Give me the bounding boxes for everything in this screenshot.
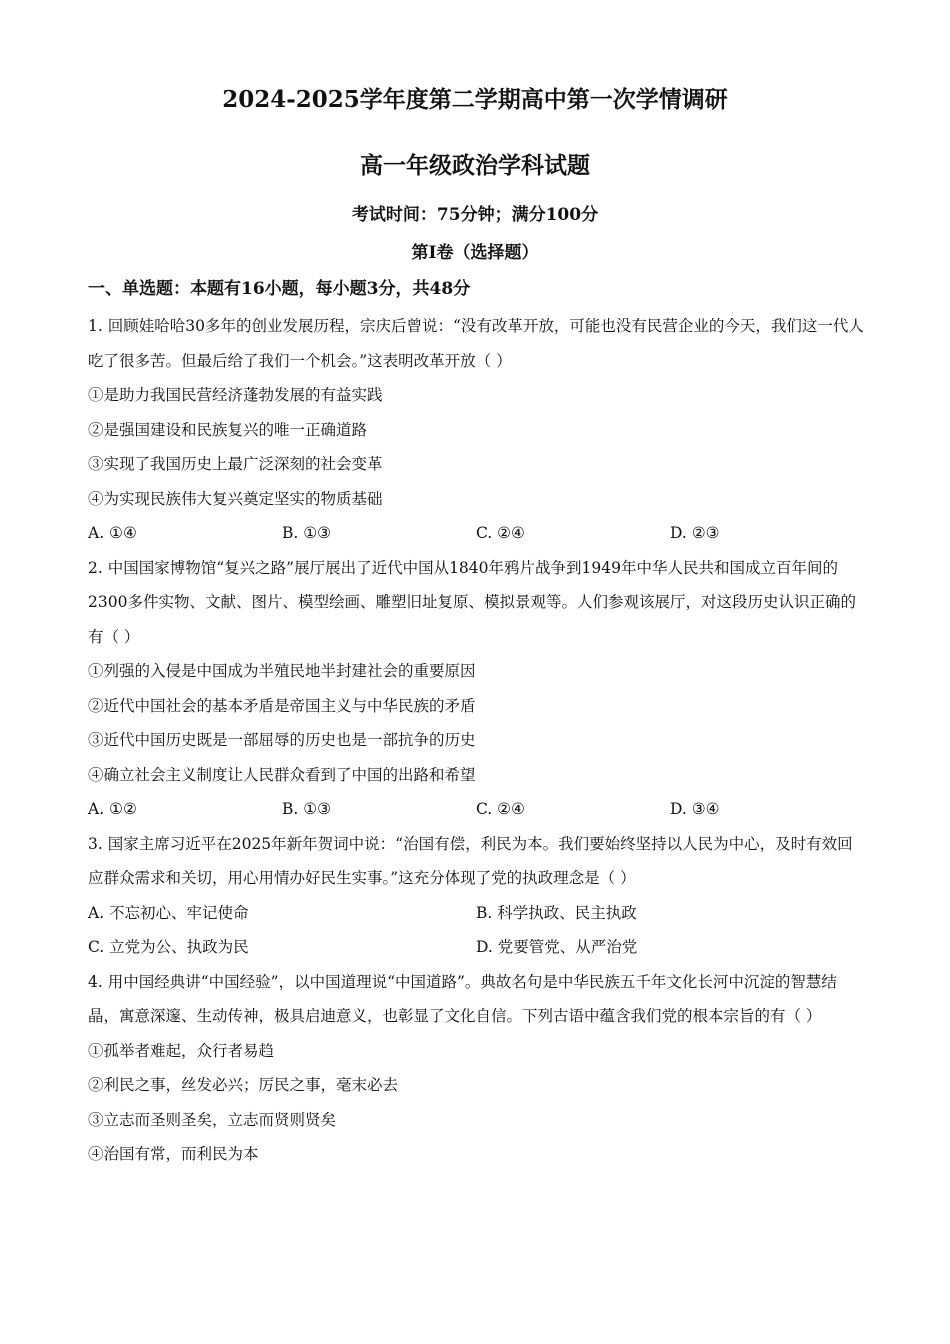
- statement: ②近代中国社会的基本矛盾是帝国主义与中华民族的矛盾: [88, 696, 476, 715]
- statement: ④治国有常，而利民为本: [88, 1145, 259, 1163]
- exam-subtitle: 高一年级政治学科试题: [360, 152, 590, 179]
- option-d: D. ③④: [670, 800, 720, 818]
- option-d: D. ②③: [670, 524, 720, 542]
- question-list: [88, 309, 864, 1172]
- option-c: C. 立党为公、执政为民: [88, 938, 249, 956]
- option-a: A. 不忘初心、牢记使命: [88, 903, 249, 922]
- question-stem: 4. 用中国经典讲“中国经验”，以中国道理说“中国道路”。典故名句是中华民族五千年文化长河中沉淀的智慧结晶，寓意深邃、生动传神，极具启迪意义，也彰显了文化自信。下列古语中蕴含我们党的根本宗旨的有（ ）: [88, 972, 837, 1025]
- option-b: B. 科学执政、民主执政: [476, 903, 637, 922]
- statement: ①孤举者难起，众行者易趋: [88, 1041, 275, 1060]
- option-b: B. ①③: [282, 800, 332, 818]
- option-a: A. ①④: [88, 524, 137, 542]
- statement: ②利民之事，丝发必兴；厉民之事，毫末必去: [88, 1076, 399, 1094]
- section-heading: 一、单选题：本题有16小题，每小题3分，共48分: [88, 279, 471, 299]
- statement: ③近代中国历史既是一部屈辱的历史也是一部抗争的历史: [88, 731, 476, 749]
- exam-title: 2024-2025学年度第二学期高中第一次学情调研: [222, 86, 728, 113]
- statement: ①列强的入侵是中国成为半殖民地半封建社会的重要原因: [88, 662, 476, 680]
- statement: ③实现了我国历史上最广泛深刻的社会变革: [88, 455, 383, 473]
- statement: ④为实现民族伟大复兴奠定坚实的物质基础: [88, 489, 383, 508]
- statement: ①是助力我国民营经济蓬勃发展的有益实践: [88, 386, 383, 404]
- option-c: C. ②④: [476, 800, 525, 818]
- question-stem: 3. 国家主席习近平在2025年新年贺词中说：“治国有偿，利民为本。我们要始终坚持以人民为中心，及时有效回应群众需求和关切，用心用情办好民生实事。”这充分体现了党的执政理念是（ ）: [88, 834, 853, 887]
- exam-info: 考试时间：75分钟；满分100分: [351, 205, 599, 225]
- option-d: D. 党要管党、从严治党: [476, 938, 638, 956]
- statement: ④确立社会主义制度让人民群众看到了中国的出路和希望: [88, 765, 476, 784]
- part-title: 第Ⅰ卷（选择题）: [411, 243, 539, 263]
- question-stem: 2. 中国国家博物馆“复兴之路”展厅展出了近代中国从1840年鸦片战争到1949年中华人民共和国成立百年间的2300多件实物、文献、图片、模型绘画、雕塑旧址复原、模拟景观等。人们参观该展厅，对这段历史认识正确的有（ ）: [88, 558, 856, 646]
- answer-options: [88, 516, 864, 551]
- answer-options: [88, 896, 864, 965]
- option-a: A. ①②: [88, 800, 137, 818]
- question-4: [88, 965, 864, 1172]
- question-1: [88, 309, 864, 551]
- statement: ②是强国建设和民族复兴的唯一正确道路: [88, 420, 368, 439]
- option-c: C. ②④: [476, 524, 525, 542]
- question-2: [88, 551, 864, 827]
- answer-options: [88, 792, 864, 827]
- question-3: [88, 827, 864, 965]
- question-stem: 1. 回顾娃哈哈30多年的创业发展历程，宗庆后曾说：“没有改革开放，可能也没有民营企业的今天，我们这一代人吃了很多苦。但最后给了我们一个机会。”这表明改革开放（ ）: [88, 317, 864, 370]
- option-b: B. ①③: [282, 524, 332, 542]
- statement: ③立志而圣则圣矣，立志而贤则贤矣: [88, 1110, 337, 1129]
